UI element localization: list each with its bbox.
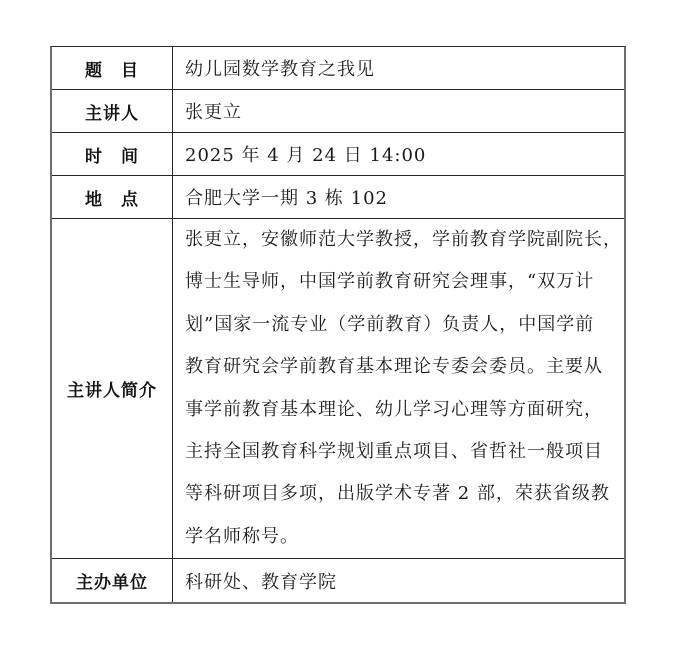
bio-line: 划”国家一流专业（学前教育）负责人，中国学前 — [185, 313, 595, 335]
row-label-speaker-bio: 主讲人简介 — [52, 219, 173, 558]
row-value-speaker: 张更立 — [185, 102, 242, 123]
bio-line: 主持全国教育科学规划重点项目、省哲社一般项目 — [185, 440, 603, 462]
row-label-organizer: 主办单位 — [52, 559, 173, 602]
row-value-speaker-bio — [173, 219, 630, 558]
bio-line: 学名师称号。 — [185, 525, 299, 547]
bio-line: 博士生导师，中国学前教育研究会理事，“双万计 — [185, 271, 595, 293]
table-row-title — [52, 47, 624, 90]
row-value-location: 合肥大学一期 3 栋 102 — [185, 188, 388, 209]
row-label-location: 地 点 — [52, 176, 173, 218]
bio-line: 教育研究会学前教育基本理论专委会委员。主要从 — [185, 356, 603, 378]
bio-line: 事学前教育基本理论、幼儿学习心理等方面研究， — [185, 398, 603, 420]
table-row-organizer — [52, 559, 624, 602]
table-row-time — [52, 133, 624, 176]
row-value-organizer: 科研处、教育学院 — [185, 571, 337, 593]
row-label-time: 时 间 — [52, 133, 173, 175]
table-row-speaker — [52, 90, 624, 133]
lecture-info-table — [50, 46, 626, 604]
bio-line: 等科研项目多项，出版学术专著 2 部，荣获省级教 — [185, 483, 610, 505]
bio-line: 张更立，安徽师范大学教授，学前教育学院副院长， — [185, 228, 622, 250]
table-row-speaker-bio — [52, 219, 624, 559]
row-value-title: 幼儿园数学教育之我见 — [185, 59, 375, 80]
row-value-time: 2025 年 4 月 24 日 14:00 — [185, 145, 427, 166]
row-label-title: 题 目 — [52, 47, 173, 89]
table-row-location — [52, 176, 624, 219]
row-label-speaker: 主讲人 — [52, 90, 173, 132]
